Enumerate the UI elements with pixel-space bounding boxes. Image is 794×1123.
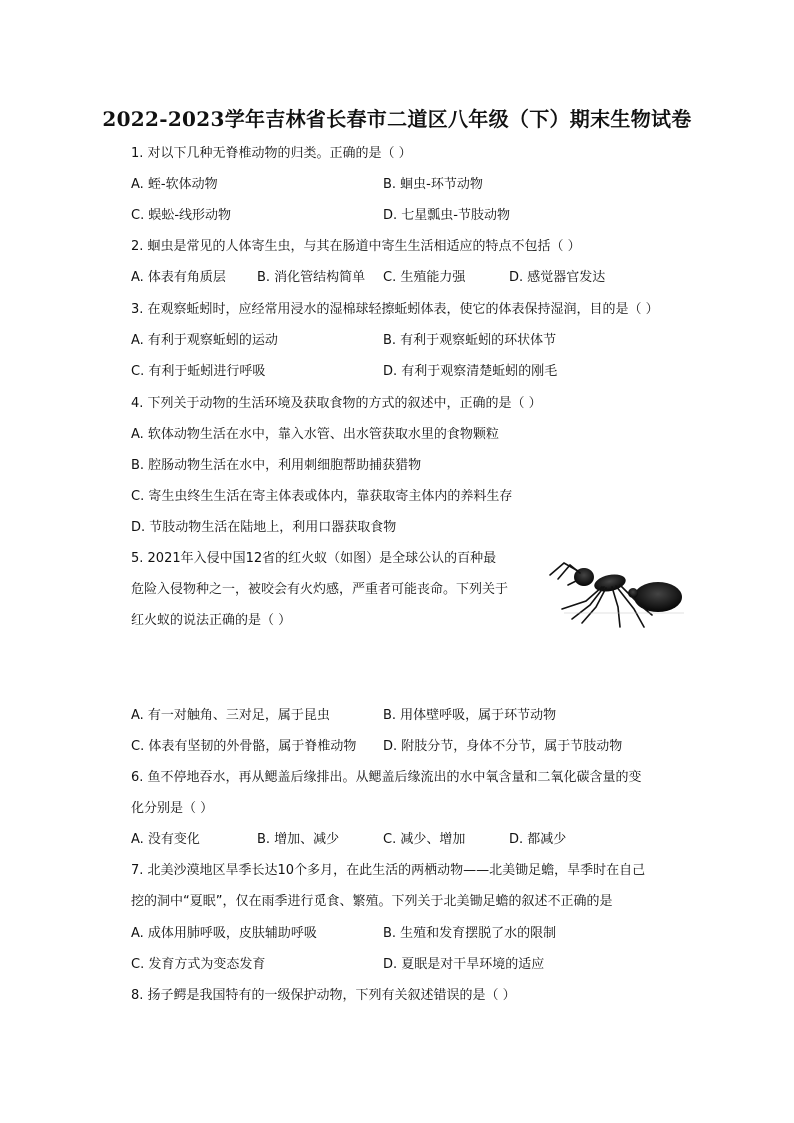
question-3-option-d: D. 有利于观察清楚蚯蚓的刚毛: [383, 364, 558, 379]
question-2-option-a: A. 体表有角质层: [131, 270, 226, 285]
question-5-option-b: B. 用体壁呼吸，属于环节动物: [383, 708, 557, 723]
question-1-stem: 1. 对以下几种无脊椎动物的归类。正确的是（ ）: [131, 146, 412, 161]
question-5-option-c: C. 体表有坚韧的外骨骼，属于脊椎动物: [131, 739, 357, 754]
question-5-stem-line-1: 5. 2021年入侵中国12省的红火蚁（如图）是全球公认的百种最: [131, 551, 497, 566]
question-3-stem: 3. 在观察蚯蚓时，应经常用浸水的湿棉球轻擦蚯蚓体表，使它的体表保持湿润，目的是（ ）: [131, 302, 659, 317]
question-4-option-d: D. 节肢动物生活在陆地上，利用口器获取食物: [131, 520, 397, 535]
question-4-stem: 4. 下列关于动物的生活环境及获取食物的方式的叙述中，正确的是（ ）: [131, 396, 542, 411]
question-7-option-a: A. 成体用肺呼吸，皮肤辅助呼吸: [131, 926, 317, 941]
question-7-option-c: C. 发育方式为变态发育: [131, 957, 266, 972]
question-6-option-c: C. 减少、增加: [383, 832, 466, 847]
question-7-stem-line-2: 挖的洞中“夏眠”，仅在雨季进行觅食、繁殖。下列关于北美锄足蟾的叙述不正确的是: [131, 894, 613, 909]
question-5-option-a: A. 有一对触角、三对足，属于昆虫: [131, 708, 330, 723]
question-6-stem-line-1: 6. 鱼不停地吞水，再从鳃盖后缘排出。从鳃盖后缘流出的水中氧含量和二氧化碳含量的变: [131, 770, 642, 785]
question-7-option-d: D. 夏眠是对干旱环境的适应: [383, 957, 545, 972]
question-4-option-b: B. 腔肠动物生活在水中，利用刺细胞帮助捕获猎物: [131, 458, 422, 473]
question-4-option-a: A. 软体动物生活在水中，靠入水管、出水管获取水里的食物颗粒: [131, 427, 499, 442]
question-5-option-d: D. 附肢分节，身体不分节，属于节肢动物: [383, 739, 623, 754]
question-1-option-c: C. 蜈蚣-线形动物: [131, 208, 232, 223]
question-1-option-a: A. 蛭-软体动物: [131, 177, 218, 192]
question-2-stem: 2. 蛔虫是常见的人体寄生虫，与其在肠道中寄生生活相适应的特点不包括（ ）: [131, 239, 581, 254]
question-8-stem: 8. 扬子鳄是我国特有的一级保护动物，下列有关叙述错误的是（ ）: [131, 988, 516, 1003]
question-6-stem-line-2: 化分别是（ ）: [131, 801, 214, 816]
question-4-option-c: C. 寄生虫终生生活在寄主体表或体内，靠获取寄主体内的养料生存: [131, 489, 513, 504]
fire-ant-image: [544, 553, 684, 631]
question-5-stem-line-3: 红火蚁的说法正确的是（ ）: [131, 613, 292, 628]
question-3-option-c: C. 有利于蚯蚓进行呼吸: [131, 364, 266, 379]
question-7-stem-line-1: 7. 北美沙漠地区旱季长达10个多月，在此生活的两栖动物——北美锄足蟾，旱季时在自己: [131, 863, 646, 878]
question-2-option-d: D. 感觉器官发达: [509, 270, 606, 285]
question-7-option-b: B. 生殖和发育摆脱了水的限制: [383, 926, 557, 941]
question-6-option-a: A. 没有变化: [131, 832, 200, 847]
question-6-option-d: D. 都减少: [509, 832, 567, 847]
question-2-option-c: C. 生殖能力强: [383, 270, 466, 285]
page-title: 2022-2023学年吉林省长春市二道区八年级（下）期末生物试卷: [102, 107, 692, 131]
question-3-option-a: A. 有利于观察蚯蚓的运动: [131, 333, 278, 348]
question-6-option-b: B. 增加、减少: [257, 832, 340, 847]
question-5-stem-line-2: 危险入侵物种之一，被咬会有火灼感，严重者可能丧命。下列关于: [131, 582, 509, 597]
question-2-option-b: B. 消化管结构简单: [257, 270, 366, 285]
question-1-option-d: D. 七星瓢虫-节肢动物: [383, 208, 510, 223]
question-1-option-b: B. 蛔虫-环节动物: [383, 177, 483, 192]
question-3-option-b: B. 有利于观察蚯蚓的环状体节: [383, 333, 557, 348]
